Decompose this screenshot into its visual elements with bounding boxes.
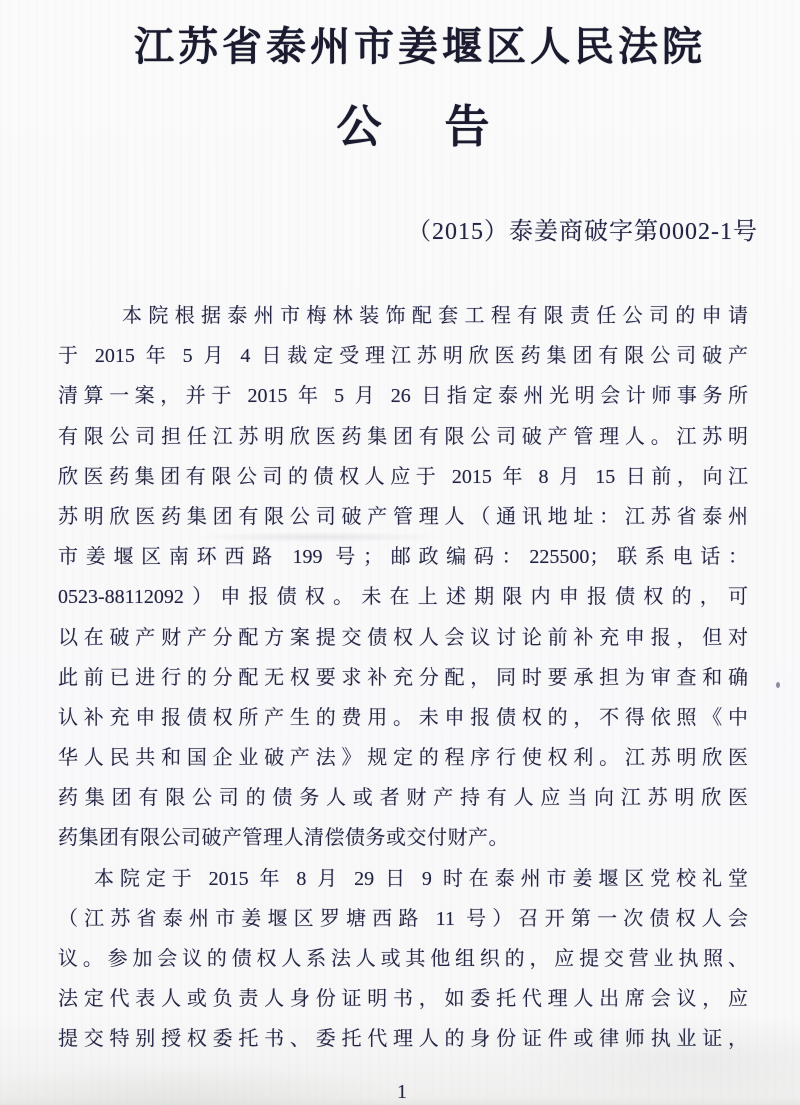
body-line: 法定代表人或负责人身份证明书，如委托代理人出席会议，应 <box>58 988 748 1011</box>
body-line: 苏明欣医药集团有限公司破产管理人（通讯地址：江苏省泰州 <box>58 505 748 528</box>
body-line: 0523-88112092）申报债权。未在上述期限内申报债权的，可 <box>58 586 748 609</box>
body-line: 市姜堰区南环西路 199 号；邮政编码：225500；联系电话： <box>58 546 748 569</box>
body-line: 以在破产财产分配方案提交债权人会议讨论前补充申报，但对 <box>58 626 748 649</box>
body-line: 议。参加会议的债权人系法人或其他组织的，应提交营业执照、 <box>58 948 748 970</box>
body-line: 药集团有限公司的债务人或者财产持有人应当向江苏明欣医 <box>58 787 748 810</box>
body-line: 此前已进行的分配无权要求补充分配，同时要承担为审查和确 <box>58 666 748 689</box>
body-line: 有限公司担任江苏明欣医药集团有限公司破产管理人。江苏明 <box>58 425 748 448</box>
body-line: 提交特别授权委托书、委托代理人的身份证件或律师执业证， <box>58 1028 748 1051</box>
court-name-heading: 江苏省泰州市姜堰区人民法院 <box>134 24 706 69</box>
body-text <box>58 296 748 1060</box>
body-line: 认补充申报债权所产生的费用。未申报债权的，不得依照《中 <box>58 706 748 729</box>
body-line: 欣医药集团有限公司的债权人应于 2015 年 8 月 15 日前，向江 <box>58 465 748 488</box>
body-line: 药集团有限公司破产管理人清偿债务或交付财产。 <box>58 827 509 850</box>
body-line: 清算一案，并于 2015 年 5 月 26 日指定泰州光明会计师事务所 <box>58 385 748 408</box>
body-line: 于 2015 年 5 月 4 日裁定受理江苏明欣医药集团有限公司破产 <box>58 345 748 368</box>
notice-title-char-right: 告 <box>444 102 490 152</box>
body-line: 本院根据泰州市梅林装饰配套工程有限责任公司的申请 <box>122 305 748 327</box>
notice-title-char-left: 公 <box>336 102 382 152</box>
body-line: （江苏省泰州市姜堰区罗塘西路 11 号）召开第一次债权人会 <box>58 907 748 930</box>
notice-title <box>0 103 800 153</box>
body-line: 华人民共和国企业破产法》规定的程序行使权利。江苏明欣医 <box>58 747 748 770</box>
body-line: 本院定于 2015 年 8 月 29 日 9 时在泰州市姜堰区党校礼堂 <box>94 867 748 890</box>
page-number: 1 <box>397 1081 407 1103</box>
case-number: （2015）泰姜商破字第0002-1号 <box>407 219 758 245</box>
scan-artifact-dot <box>776 682 780 688</box>
